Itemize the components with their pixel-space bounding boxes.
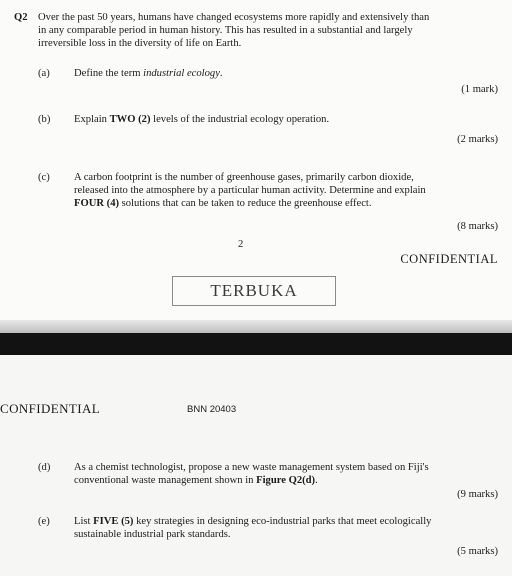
- question-number: Q2: [14, 12, 28, 23]
- part-c-line-2: released into the atmosphere by a particular human activity. Determine and explain: [74, 185, 426, 196]
- part-d-line-2-prefix: conventional waste management shown in: [74, 475, 257, 486]
- part-a-marks: (1 mark): [461, 84, 498, 95]
- page-break-band: [0, 333, 512, 355]
- part-b-label: (b): [38, 114, 51, 125]
- confidential-header-bottom: CONFIDENTIAL: [0, 401, 101, 416]
- part-a-term: industrial ecology: [143, 68, 220, 79]
- part-c-marks: (8 marks): [457, 221, 498, 232]
- part-c-line-3: [74, 197, 494, 210]
- part-d-question: [74, 461, 494, 487]
- part-b-marks: (2 marks): [457, 134, 498, 145]
- part-c-line-1: A carbon footprint is the number of greenhouse gases, primarily carbon dioxide,: [74, 172, 414, 183]
- part-a-text-suffix: .: [219, 68, 223, 79]
- confidential-header-top: CONFIDENTIAL: [400, 252, 498, 266]
- intro-line-2: in any comparable period in human history. This has resulted in a substantial and largely: [38, 25, 413, 36]
- part-e-line-1-prefix: List: [74, 516, 94, 527]
- part-d-label: (d): [38, 462, 51, 473]
- part-c-line-3-rest: solutions that can be taken to reduce the greenhouse effect.: [119, 198, 372, 209]
- part-b-question: [74, 113, 329, 126]
- part-b-text-prefix: Explain: [74, 114, 110, 125]
- course-code: BNN 20403: [187, 404, 237, 415]
- part-b-count: TWO (2): [109, 114, 151, 125]
- part-d-line-1: As a chemist technologist, propose a new waste management system based on Fiji's: [74, 462, 429, 473]
- part-c-count: FOUR (4): [74, 198, 120, 209]
- part-a-question: [74, 67, 223, 80]
- part-d-line-2: [74, 474, 494, 487]
- part-c-label: (c): [38, 172, 50, 183]
- stamp-text: TERBUKA: [210, 281, 298, 300]
- part-e-question: [74, 515, 494, 541]
- intro-line-3: irreversible loss in the diversity of life on Earth.: [38, 38, 242, 49]
- part-e-count: FIVE (5): [93, 516, 134, 527]
- part-a-text-prefix: Define the term: [74, 68, 144, 79]
- part-c-question: [74, 171, 494, 210]
- part-b-text-suffix: levels of the industrial ecology operation.: [150, 114, 330, 125]
- terbuka-stamp: [172, 276, 336, 306]
- intro-line-1: Over the past 50 years, humans have changed ecosystems more rapidly and extensively than: [38, 12, 430, 23]
- part-d-line-2-suffix: .: [315, 475, 318, 486]
- page-number: 2: [238, 239, 244, 250]
- question-intro: [38, 11, 494, 50]
- part-e-line-2: sustainable industrial park standards.: [74, 529, 231, 540]
- part-e-line-1-rest: key strategies in designing eco-industrial parks that meet ecologically: [133, 516, 432, 527]
- page-break-shadow: [0, 320, 512, 333]
- part-e-line-1: [74, 515, 494, 528]
- part-e-marks: (5 marks): [457, 546, 498, 557]
- part-a-label: (a): [38, 68, 50, 79]
- part-d-figure-ref: Figure Q2(d): [256, 475, 316, 486]
- part-e-label: (e): [38, 516, 50, 527]
- part-d-marks: (9 marks): [457, 489, 498, 500]
